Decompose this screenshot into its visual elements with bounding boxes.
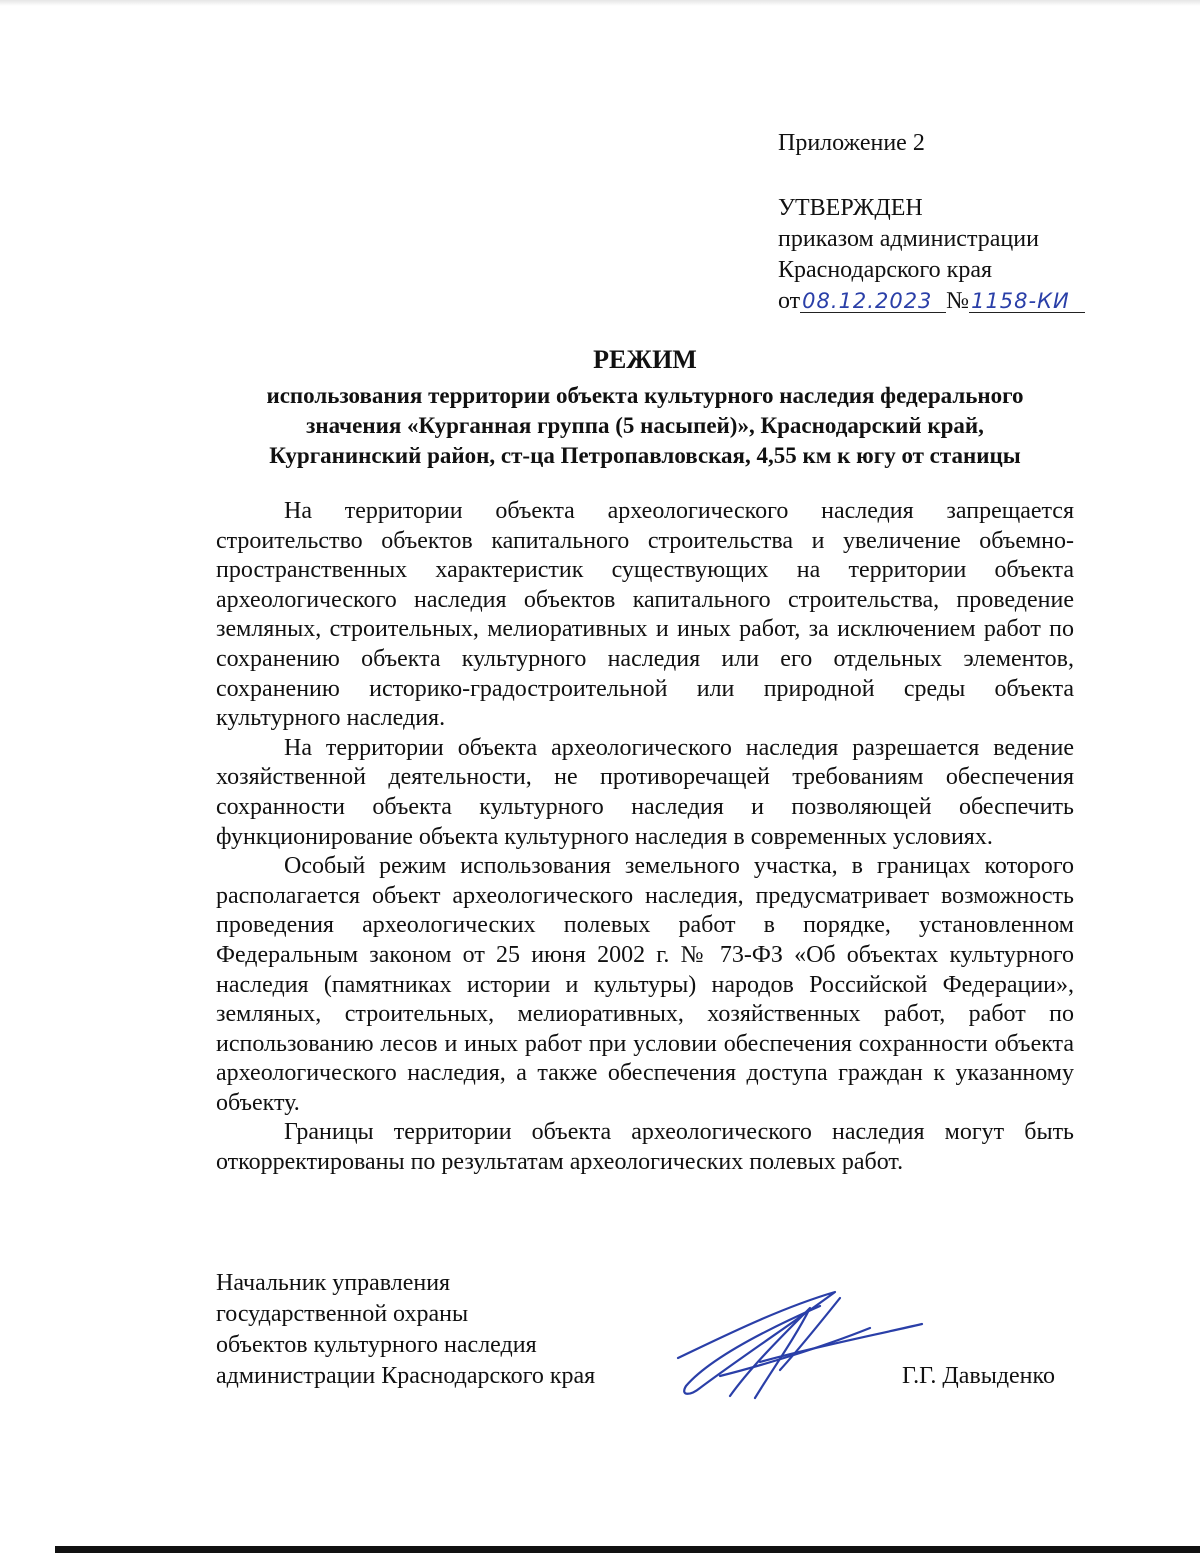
signatory-position	[216, 1268, 636, 1392]
scan-edge-top	[0, 0, 1200, 6]
order-date-handwritten: 08.12.2023	[800, 290, 946, 313]
handwritten-signature	[660, 1278, 930, 1408]
title-main: РЕЖИМ	[593, 345, 697, 374]
approved-by-line-1: приказом администрации	[778, 226, 1039, 252]
title-line-3: Курганинский район, ст-ца Петропавловская, 4,55 км к югу от станицы	[269, 443, 1021, 468]
order-date-number-line	[778, 286, 1178, 317]
position-line-2: государственной охраны	[216, 1301, 469, 1327]
position-line-3: объектов культурного наследия	[216, 1332, 537, 1358]
position-line-1: Начальник управления	[216, 1270, 451, 1296]
approved-by-line-2: Краснодарского края	[778, 257, 993, 283]
document-body	[216, 497, 1074, 1178]
body-paragraph: На территории объекта археологического наследия разрешается ведение хозяйственной деятельности, не противоречащей требованиям обеспечения сохранности объекта культурного наследия и позволяющей обеспечить функционирование объекта культурного наследия в современных условиях.	[216, 734, 1074, 850]
approved-label: УТВЕРЖДЕН	[778, 195, 923, 221]
document-title	[180, 345, 1110, 471]
approval-stamp-block	[778, 128, 1178, 317]
order-number-handwritten: 1158-КИ	[969, 290, 1085, 313]
title-line-1: использования территории объекта культурного наследия федерального	[266, 383, 1024, 408]
scan-edge-bottom	[55, 1546, 1200, 1553]
body-paragraph: Границы территории объекта археологического наследия могут быть откорректированы по результатам археологических полевых работ.	[216, 1119, 1074, 1176]
signer-name: Г.Г. Давыденко	[902, 1363, 1055, 1389]
title-line-2: значения «Курганная группа (5 насыпей)», Краснодарский край,	[306, 413, 984, 438]
body-paragraph: На территории объекта археологического наследия запрещается строительство объектов капитального строительства и увеличение объемно-пространственных характеристик существующих на территории объекта археологического наследия объектов капитального строительства, проведение земляных, строительных, мелиоративных и иных работ, за исключением работ по сохранению объекта культурного наследия или его отдельных элементов, сохранению историко-градостроительной или природной среды объекта культурного наследия.	[216, 498, 1074, 732]
body-paragraph: Особый режим использования земельного участка, в границах которого располагается объект археологического наследия, предусматривает возможность проведения археологических полевых работ в порядке, установленном Федеральным законом от 25 июня 2002 г. № 73-ФЗ «Об объектах культурного наследия (памятниках истории и культуры) народов Российской Федерации», земляных, строительных, мелиоративных, хозяйственных работ, работ по использованию лесов и иных работ при условии обеспечения сохранности объекта археологического наследия, а также обеспечения доступа граждан к указанному объекту.	[216, 853, 1074, 1116]
date-prefix: от	[778, 288, 801, 314]
appendix-label: Приложение 2	[778, 130, 925, 156]
position-line-4: администрации Краснодарского края	[216, 1363, 596, 1389]
number-prefix: №	[946, 288, 970, 314]
